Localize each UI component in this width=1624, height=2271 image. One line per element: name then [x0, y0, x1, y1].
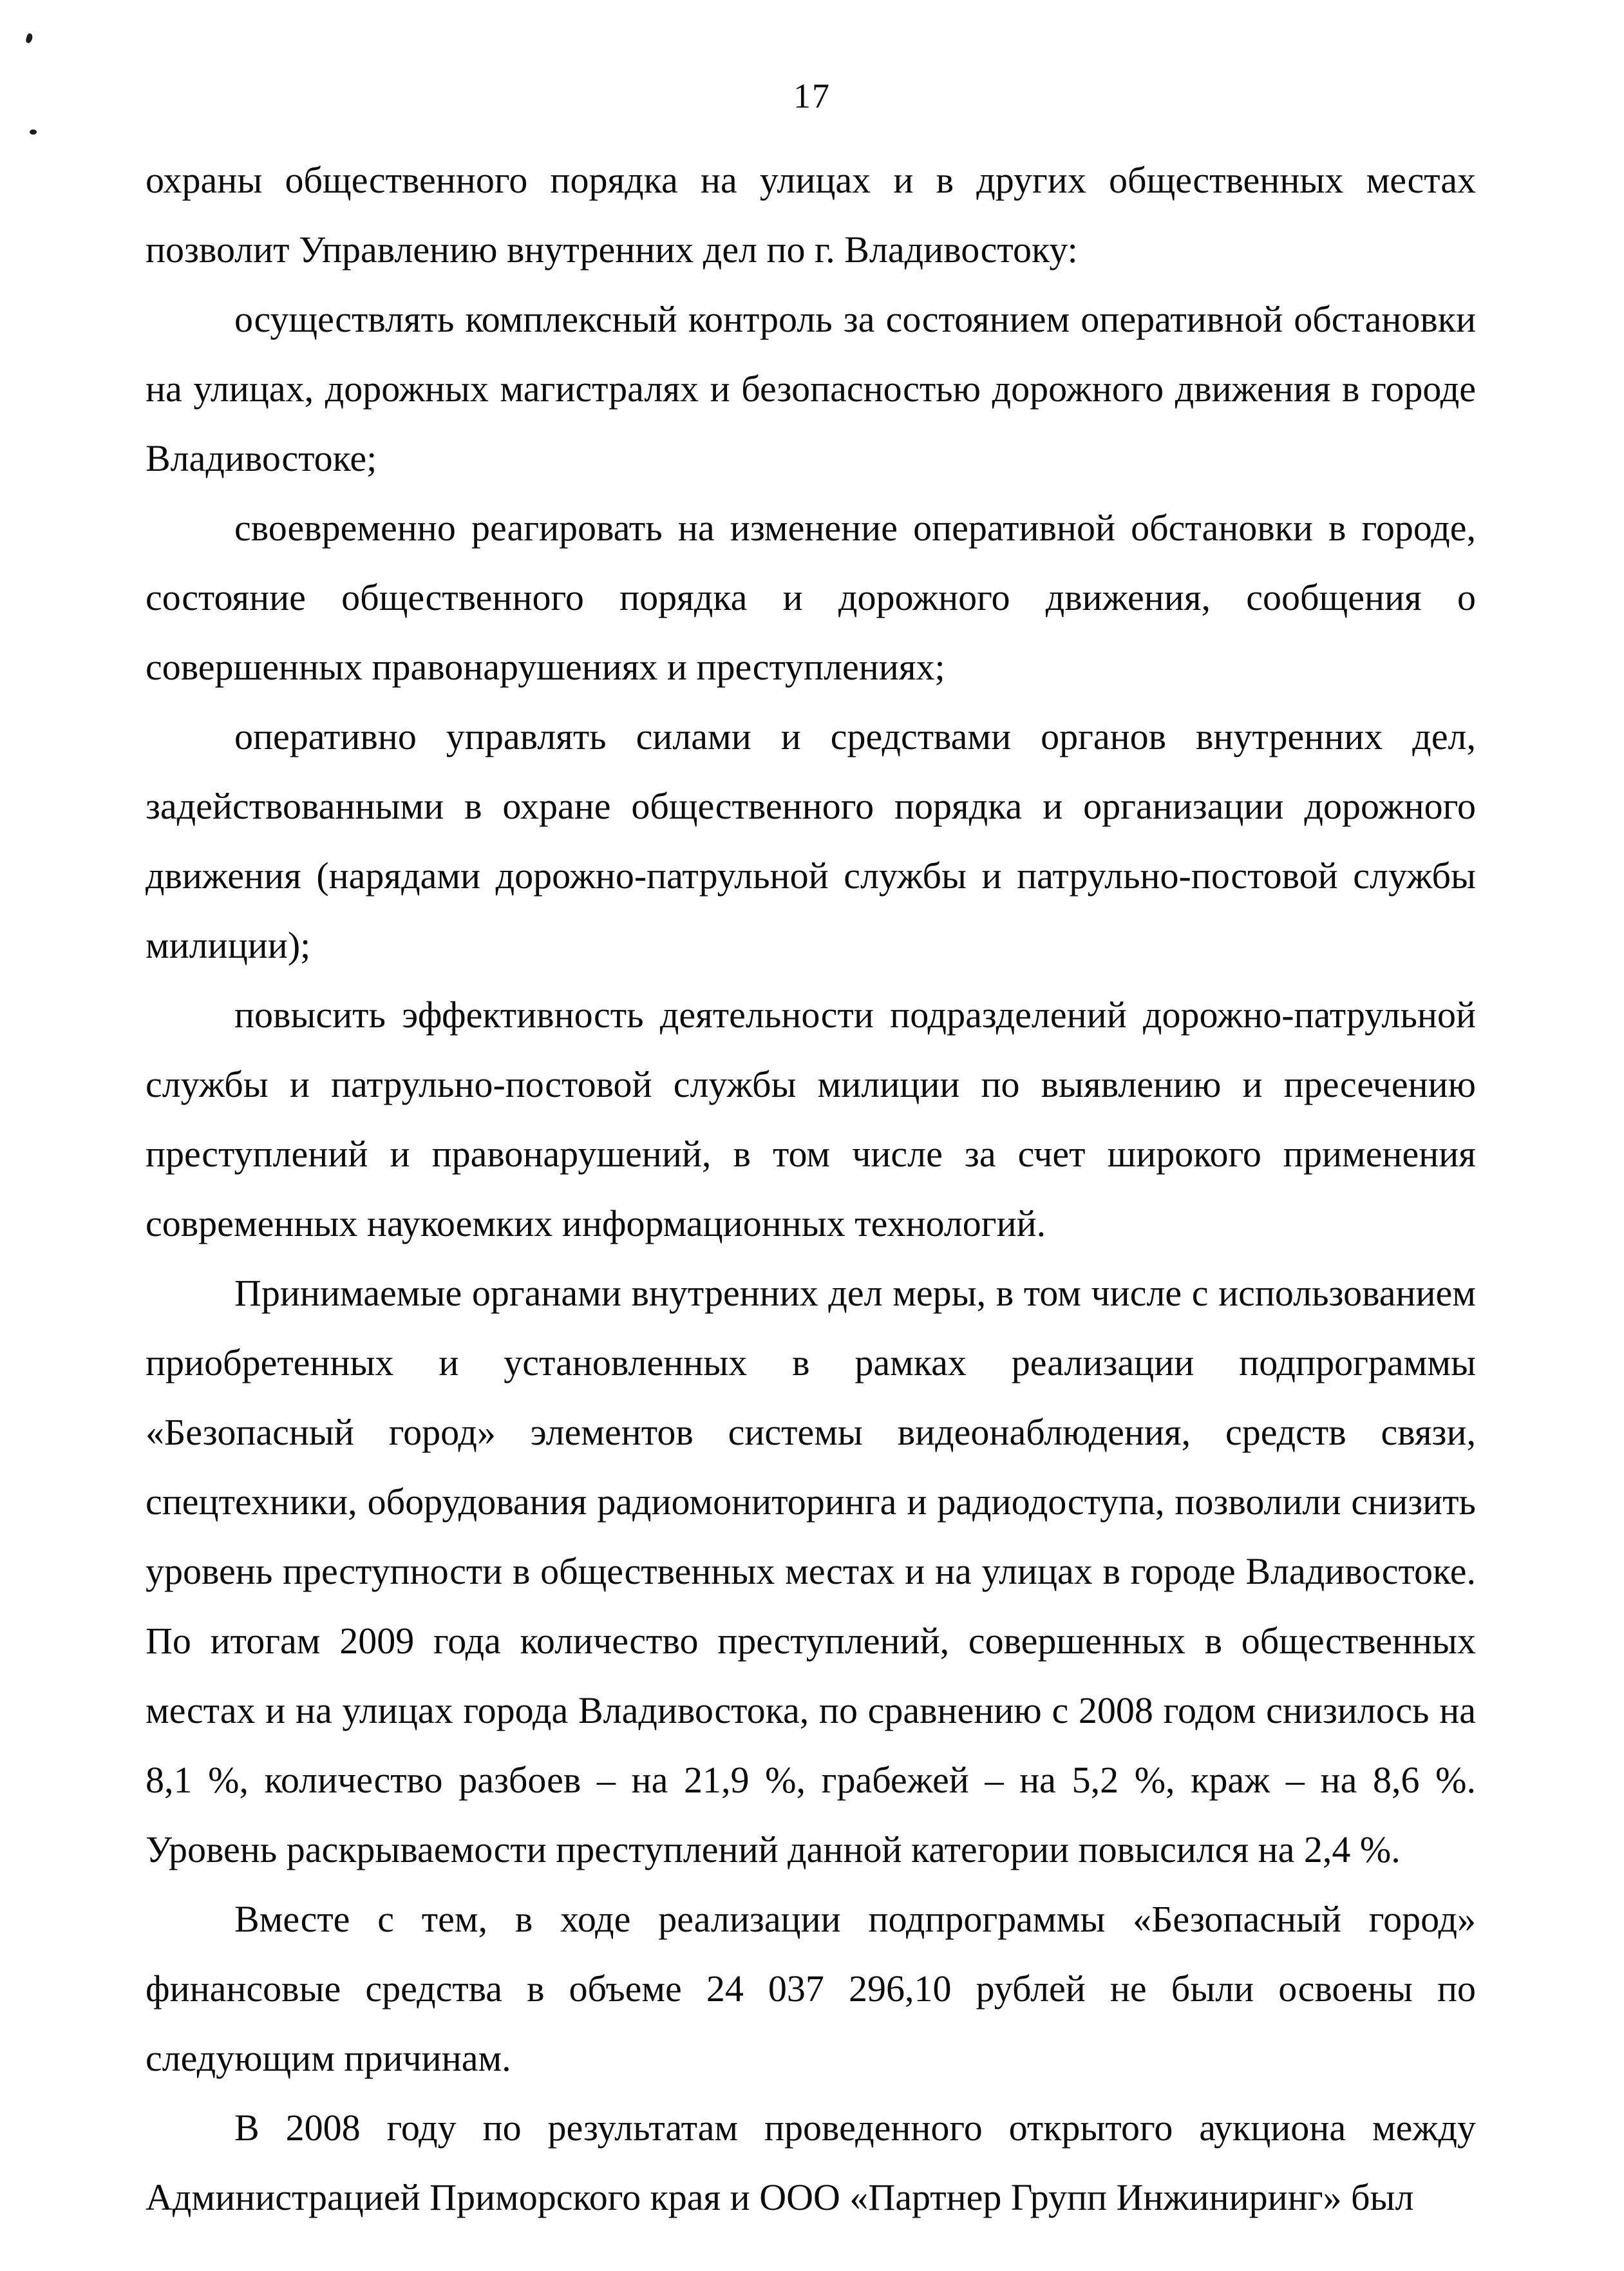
paragraph: Принимаемые органами внутренних дел меры, в том числе с использованием приобретенных и установленных в рамках реализации подпрограммы «Безопасный город» элементов системы видеонаблюдения, средств связи, спецтехники, оборудования радиомониторинга и радиодоступа, позволили снизить уровень преступности в общественных местах и на улицах в городе Владивостоке. По итогам 2009 года количество преступлений, совершенных в общественных местах и на улицах города Владивостока, по сравнению с 2008 годом снизилось на 8,1 %, количество разбоев – на 21,9 %, грабежей – на 5,2 %, краж – на 8,6 %. Уровень раскрываемости преступлений данной категории повысился на 2,4 %.: [146, 1272, 1476, 1870]
paragraph: В 2008 году по результатам проведенного открытого аукциона между Администрацией Приморского края и ООО «Партнер Групп Инжиниринг» был: [146, 2107, 1476, 2218]
document-body: [146, 146, 1476, 2232]
paragraph: оперативно управлять силами и средствами органов внутренних дел, задействованными в охране общественного порядка и организации дорожного движения (нарядами дорожно-патрульной службы и патрульно-постовой службы милиции);: [146, 716, 1476, 966]
page-number: 17: [793, 77, 831, 115]
scan-artifact-speck: [30, 129, 37, 135]
paragraph-continuation: охраны общественного порядка на улицах и в других общественных местах позволит Управлению внутренних дел по г. Владивостоку:: [146, 159, 1476, 271]
paragraph: своевременно реагировать на изменение оперативной обстановки в городе, состояние общественного порядка и дорожного движения, сообщения о совершенных правонарушениях и преступлениях;: [146, 507, 1476, 688]
scan-artifact-speck: [25, 33, 33, 44]
paragraph: Вместе с тем, в ходе реализации подпрограммы «Безопасный город» финансовые средства в объеме 24 037 296,10 рублей не были освоены по следующим причинам.: [146, 1898, 1476, 2079]
paragraph: осуществлять комплексный контроль за состоянием оперативной обстановки на улицах, дорожных магистралях и безопасностью дорожного движения в городе Владивостоке;: [146, 298, 1476, 479]
paragraph: повысить эффективность деятельности подразделений дорожно-патрульной службы и патрульно-постовой службы милиции по выявлению и пресечению преступлений и правонарушений, в том числе за счет широкого применения современных наукоемких информационных технологий.: [146, 994, 1476, 1244]
